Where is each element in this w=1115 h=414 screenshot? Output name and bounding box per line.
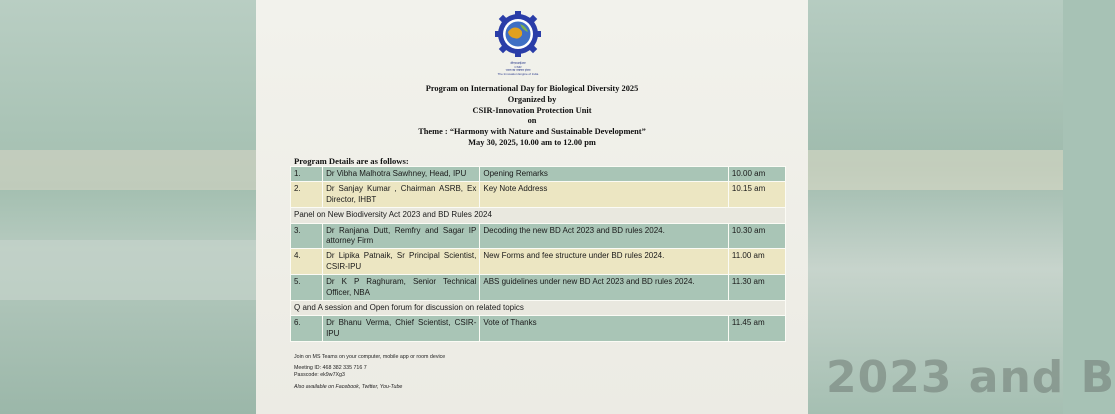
time-cell: 10.30 am (728, 223, 785, 249)
speaker-cell: Dr K P Raghuram, Senior Technical Officer, NBA (323, 275, 480, 301)
row-number: 3. (291, 223, 323, 249)
date-time: May 30, 2025, 10.00 am to 12.00 pm (468, 137, 596, 147)
panel-title: Panel on New Biodiversity Act 2023 and BD Rules 2024 (291, 208, 786, 223)
table-panel-row (291, 208, 786, 223)
logo-caption-line: CSIR (514, 64, 522, 69)
meeting-id: Meeting ID: 468 382 335 716 7 (294, 365, 367, 372)
time-cell: 11.45 am (728, 316, 785, 342)
background-left (0, 0, 256, 414)
table-row (291, 182, 786, 208)
speaker-cell: Dr Bhanu Verma, Chief Scientist, CSIR-IPU (323, 316, 480, 342)
footer (294, 354, 445, 391)
time-cell: 10.15 am (728, 182, 785, 208)
time-cell: 10.00 am (728, 167, 785, 182)
speaker-cell: Dr Vibha Malhotra Sawhney, Head, IPU (323, 167, 480, 182)
background-right (808, 0, 1115, 414)
time-cell: 11.00 am (728, 249, 785, 275)
topic-cell: New Forms and fee structure under BD rules 2024. (480, 249, 729, 275)
program-table (290, 166, 786, 342)
table-panel-row (291, 301, 786, 316)
background-blur-band (0, 240, 256, 300)
theme: Theme : “Harmony with Nature and Sustainable Development” (418, 127, 646, 137)
logo-caption (492, 62, 544, 76)
table-row (291, 316, 786, 342)
row-number: 4. (291, 249, 323, 275)
table-row (291, 275, 786, 301)
topic-cell: Decoding the new BD Act 2023 and BD rules 2024. (480, 223, 729, 249)
row-number: 6. (291, 316, 323, 342)
program-details-heading: Program Details are as follows: (294, 156, 409, 166)
logo-caption-line: The Innovation Engine of India (497, 71, 539, 76)
row-number: 2. (291, 182, 323, 208)
panel-title: Q and A session and Open forum for discussion on related topics (291, 301, 786, 316)
time-cell: 11.30 am (728, 275, 785, 301)
logo-caption-line: सीएसआईआर (510, 61, 526, 65)
table-row (291, 249, 786, 275)
program-header (256, 84, 808, 149)
csir-emblem-icon (492, 10, 544, 62)
teams-join-text: Join on MS Teams on your computer, mobile app or room device (294, 354, 446, 360)
document-page (256, 0, 808, 414)
background-blur-band (808, 150, 1063, 190)
csir-logo (492, 10, 544, 74)
program-title: Program on International Day for Biological Diversity 2025 (425, 84, 639, 93)
logo-caption-line: भारत का नवाचार इंजन (505, 68, 531, 72)
topic-cell: ABS guidelines under new BD Act 2023 and BD rules 2024. (480, 275, 729, 301)
row-number: 5. (291, 275, 323, 301)
table-row (291, 223, 786, 249)
social-availability: Also available on Facebook, Twitter, You-Tube (294, 383, 403, 390)
speaker-cell: Dr Lipika Patnaik, Sr Principal Scientist, CSIR-IPU (323, 249, 480, 275)
topic-cell: Opening Remarks (480, 167, 729, 182)
row-number: 1. (291, 167, 323, 182)
on-label: on (527, 116, 537, 126)
background-ghost-text: 2023 and B (826, 352, 1115, 403)
speaker-cell: Dr Ranjana Dutt, Remfry and Sagar IP attorney Firm (323, 223, 480, 249)
topic-cell: Key Note Address (480, 182, 729, 208)
organized-by: Organized by (507, 94, 557, 104)
topic-cell: Vote of Thanks (480, 316, 729, 342)
background-blur-band (0, 150, 256, 190)
passcode: Passcode: ek9w7Xg3 (294, 372, 345, 379)
table-row (291, 167, 786, 182)
organizer: CSIR-Innovation Protection Unit (472, 105, 592, 115)
speaker-cell: Dr Sanjay Kumar , Chairman ASRB, Ex Director, IHBT (323, 182, 480, 208)
